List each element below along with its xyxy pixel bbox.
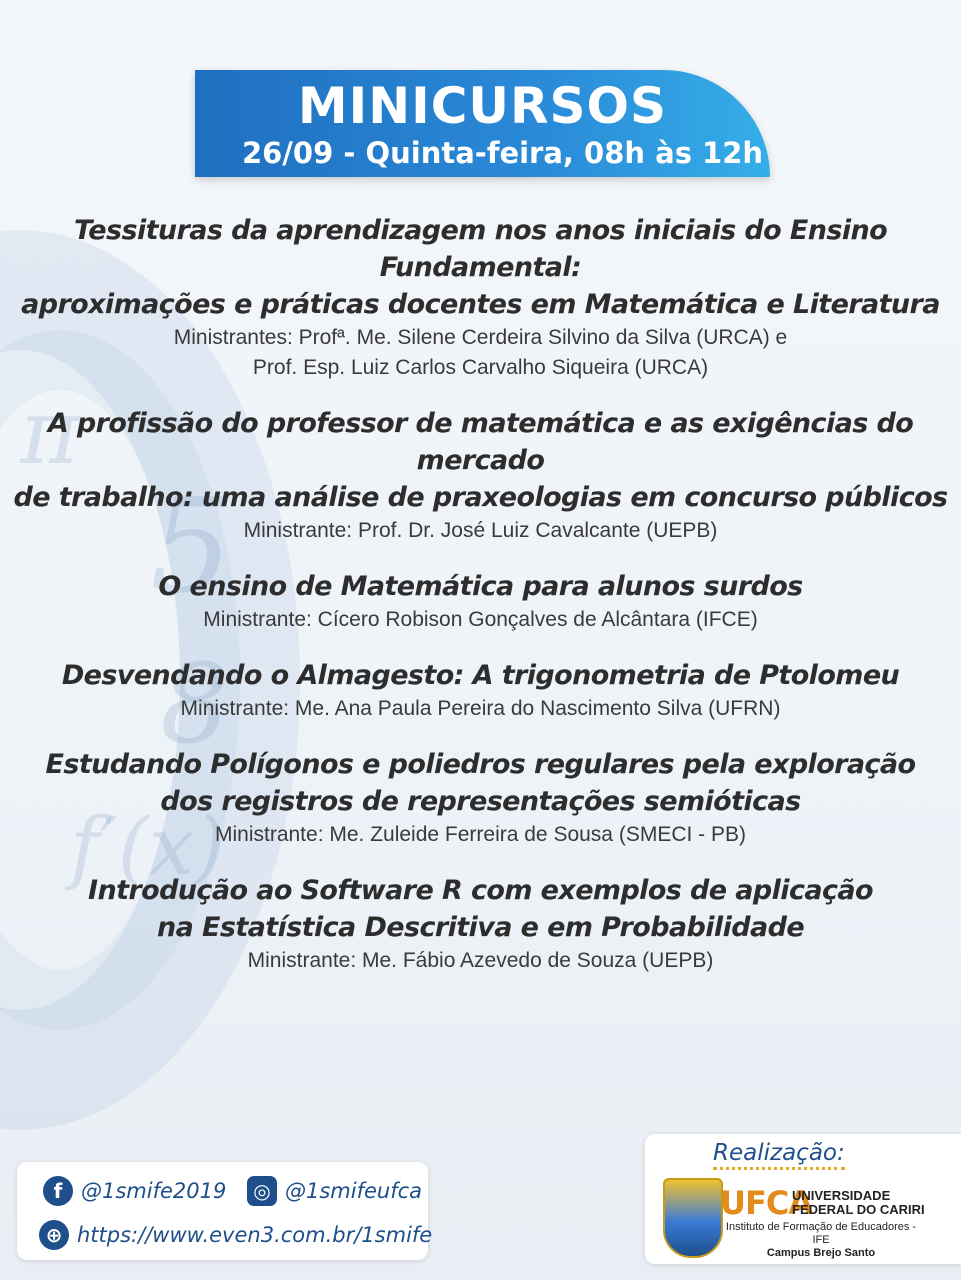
course-title-line: A profissão do professor de matemática e as exigências do mercado (47, 408, 914, 476)
course-title-line: Introdução ao Software R com exemplos de aplicação (88, 875, 873, 906)
course-speaker: Ministrante: Prof. Dr. José Luiz Cavalcante (UEPB) (243, 519, 718, 542)
course-title-line: Estudando Polígonos e poliedros regulares pela exploração (45, 749, 916, 780)
instagram-icon: ◎ (247, 1176, 277, 1206)
course-title-line: Desvendando o Almagesto: A trigonometria de Ptolomeu (61, 660, 900, 691)
website-url: https://www.even3.com.br/1smife (77, 1223, 433, 1247)
university-line: FEDERAL DO CARIRI (792, 1202, 925, 1217)
course-title (0, 212, 961, 323)
course-speaker: Ministrantes: Profª. Me. Silene Cerdeira Silvino da Silva (URCA) e (173, 326, 788, 349)
institute-name: Instituto de Formação de Educadores - IFE (725, 1221, 917, 1246)
course-item (0, 872, 961, 976)
course-item (0, 657, 961, 724)
course-title-line: de trabalho: uma análise de praxeologias em concurso públicos (13, 482, 948, 513)
course-title (0, 405, 961, 516)
facebook-icon: f (43, 1176, 73, 1206)
function-decoration-icon: f′(x) (70, 800, 226, 893)
crest-logo-icon (663, 1178, 723, 1258)
ufca-logo: UFCA (720, 1184, 813, 1222)
university-line: UNIVERSIDADE (792, 1188, 891, 1203)
organizer-label: Realização: (713, 1140, 845, 1170)
course-title (0, 872, 961, 946)
university-name (792, 1189, 925, 1217)
campus-name: Campus Brejo Santo (766, 1247, 876, 1259)
page-title: MINICURSOS (297, 77, 668, 135)
course-item (0, 568, 961, 635)
header-banner (195, 70, 770, 177)
date-subtitle: 26/09 - Quinta-feira, 08h às 12h (241, 136, 764, 170)
course-speaker: Prof. Esp. Luiz Carlos Carvalho Siqueira (URCA) (252, 356, 709, 379)
facebook-link[interactable] (43, 1176, 226, 1206)
website-link[interactable] (39, 1220, 432, 1250)
course-title (0, 568, 961, 605)
course-speaker: Ministrante: Me. Zuleide Ferreira de Sousa (SMECI - PB) (214, 823, 746, 846)
course-title (0, 746, 961, 820)
organizer-panel (645, 1134, 961, 1264)
course-title (0, 657, 961, 694)
course-title-line: dos registros de representações semióticas (160, 786, 801, 817)
course-list (0, 212, 961, 998)
five-decoration-icon: 5 (150, 470, 233, 622)
course-title-line: O ensino de Matemática para alunos surdos (158, 571, 803, 602)
course-speaker: Ministrante: Cícero Robison Gonçalves de Alcântara (IFCE) (203, 608, 758, 631)
course-title-line: Tessituras da aprendizagem nos anos iniciais do Ensino Fundamental: (73, 215, 888, 283)
institute-info (721, 1221, 921, 1260)
facebook-handle: @1smife2019 (81, 1179, 227, 1203)
course-speaker: Ministrante: Me. Fábio Azevedo de Souza (UEPB) (247, 949, 714, 972)
course-speaker: Ministrante: Me. Ana Paula Pereira do Nascimento Silva (UFRN) (180, 697, 781, 720)
pi-decoration-icon: π (20, 380, 80, 485)
course-item (0, 212, 961, 383)
course-item (0, 405, 961, 546)
instagram-handle: @1smifeufca (285, 1179, 423, 1203)
course-title-line: na Estatística Descritiva e em Probabilidade (156, 912, 805, 943)
course-title-line: aproximações e práticas docentes em Matemática e Literatura (21, 289, 940, 320)
instagram-link[interactable] (247, 1176, 422, 1206)
course-item (0, 746, 961, 850)
eight-decoration-icon: 8 (160, 640, 230, 768)
social-links-panel (17, 1162, 433, 1260)
globe-icon: ⊕ (39, 1220, 69, 1250)
